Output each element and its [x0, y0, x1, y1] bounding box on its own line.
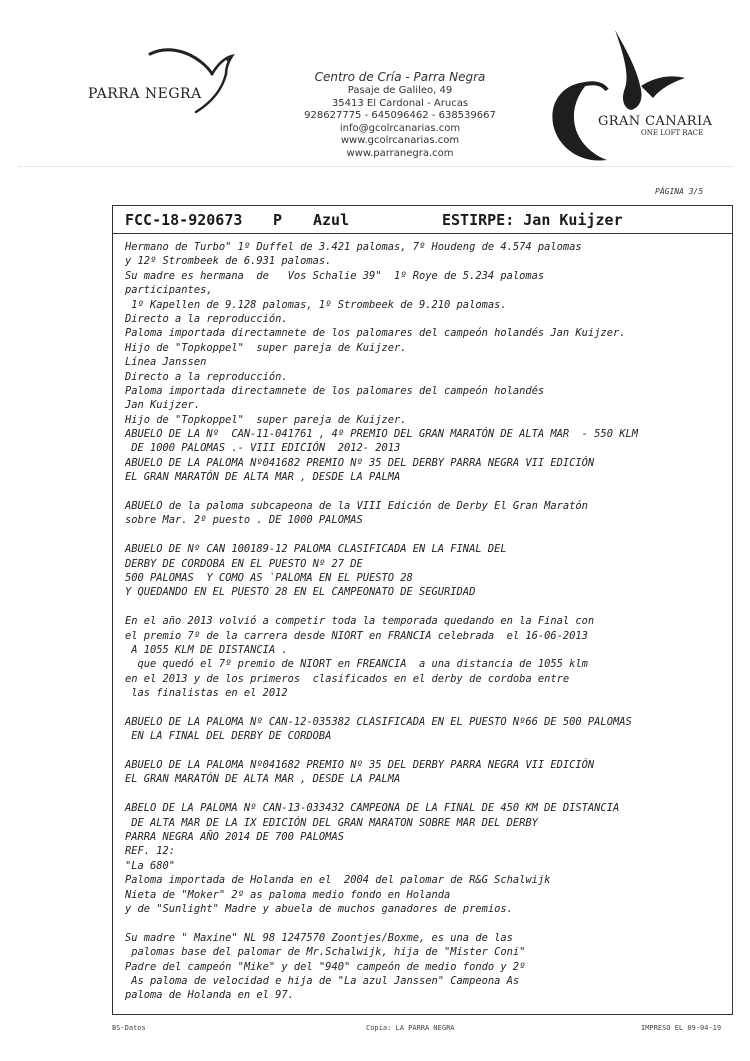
text-line [125, 528, 750, 542]
text-line: el premio 7º de la carrera desde NIORT en FRANCIA celebrada el 16-06-2013 [125, 629, 588, 642]
text-line: 500 PALOMAS Y COMO AS `PALOMA EN EL PUESTO 28 [125, 571, 413, 584]
text-line: Hermano de Turbo" 1º Duffel de 3.421 palomas, 7º Houdeng de 4.574 palomas [125, 241, 582, 253]
text-line: PARRA NEGRA AÑO 2014 DE 700 PALOMAS [125, 831, 344, 844]
text-line: Hijo de "Topkoppel" super pareja de Kuijzer. [125, 341, 407, 354]
website-line-1: www.gcolrcanarias.com [340, 135, 460, 146]
text-line: ABUELO DE LA Nº CAN-11-041761 , 4º PREMIO DEL GRAN MARATÓN DE ALTA MAR - 550 KLM [125, 428, 638, 441]
text-line: ABUELO DE LA PALOMA Nº041682 PREMIO Nº 35 DEL DERBY PARRA NEGRA VII EDICIÓN [125, 759, 595, 772]
text-line: Jan Kuijzer. [125, 399, 201, 412]
one-loft-race-tagline: ONE LOFT RACE [641, 129, 704, 137]
footer-print-date: IMPRESO EL 09-04-19 [641, 1024, 722, 1032]
text-line: y 12º Strombeek de 6.931 palomas. [125, 255, 332, 268]
footer-copy: Copia: LA PARRA NEGRA [366, 1024, 455, 1032]
text-line: EL GRAN MARATÓN DE ALTA MAR , DESDE LA PALMA [125, 471, 401, 484]
header-divider [18, 166, 733, 167]
text-line [125, 600, 750, 614]
text-line: Paloma importada de Holanda en el 2004 del palomar de R&G Schalwijk [125, 874, 551, 887]
text-line [125, 916, 750, 930]
text-line: DERBY DE CORDOBA EN EL PUESTO Nº 27 DE [125, 557, 363, 570]
text-line: Nieta de "Moker" 2º as paloma medio fondo en Holanda [125, 888, 451, 901]
gran-canaria-logo [545, 28, 715, 168]
text-line [125, 787, 750, 801]
text-line: las finalistas en el 2012 [125, 687, 288, 700]
text-line [125, 485, 750, 499]
text-line [125, 701, 750, 715]
color-label: Azul [313, 211, 350, 229]
text-line: Directo a la reproducción. [125, 312, 288, 325]
text-line: ABUELO DE Nº CAN 100189-12 PALOMA CLASIFICADA EN LA FINAL DEL [125, 543, 507, 556]
text-line: REF. 12: [125, 845, 176, 858]
address-line: Pasaje de Galileo, 49 [347, 85, 453, 96]
text-line: Su madre es hermana de Vos Schalie 39" 1º Roye de 5.234 palomas [125, 269, 545, 282]
text-line: A 1055 KLM DE DISTANCIA . [125, 643, 288, 656]
text-line: ABELO DE LA PALOMA Nº CAN-13-033432 CAMPEONA DE LA FINAL DE 450 KM DE DISTANCIA [125, 802, 620, 815]
parra-negra-logo [88, 44, 238, 114]
dove-icon [146, 44, 236, 114]
title-divider [112, 233, 733, 234]
text-line: Línea Janssen [125, 356, 207, 369]
text-line: DE ALTA MAR DE LA IX EDICIÓN DEL GRAN MARATON SOBRE MAR DEL DERBY [125, 816, 538, 829]
center-title: Centro de Cría - Parra Negra [314, 70, 486, 84]
sex-label: P [273, 211, 283, 229]
text-line [125, 744, 750, 758]
phone-line: 928627775 - 645096462 - 638539667 [304, 110, 496, 121]
footer-source: BS-Datos [112, 1024, 146, 1032]
parra-negra-wordmark: PARRA NEGRA [88, 86, 202, 102]
ring-code: FCC-18-920673 [125, 211, 243, 229]
text-line: ABUELO de la paloma subcapeona de la VIII Edición de Derby El Gran Maratón [125, 500, 588, 513]
page-number: PÁGINA 3/5 [655, 187, 704, 196]
text-line: Y QUEDANDO EN EL PUESTO 28 EN EL CAMPEONATO DE SEGURIDAD [125, 586, 476, 599]
email-line: info@gcolrcanarias.com [339, 122, 461, 134]
gran-canaria-wordmark: GRAN CANARIA [598, 114, 713, 129]
text-line: que quedó el 7º premio de NIORT en FREANCIA a una distancia de 1055 klm [125, 658, 588, 671]
text-line: y de "Sunlight" Madre y abuela de muchos ganadores de premios. [125, 902, 513, 915]
text-line: 1º Kapellen de 9.128 palomas, 1º Strombeek de 9.210 palomas. [125, 298, 507, 311]
text-line: As paloma de velocidad e hija de "La azul Janssen" Campeona As [125, 974, 520, 987]
pigeon-emblem-icon [545, 28, 715, 168]
text-line: ABUELO DE LA PALOMA Nº CAN-12-035382 CLASIFICADA EN EL PUESTO Nº66 DE 500 PALOMAS [125, 715, 632, 728]
text-line: sobre Mar. 2º puesto . DE 1000 PALOMAS [125, 514, 363, 527]
text-line: DE 1000 PALOMAS .- VIII EDICIÓN 2012- 2013 [125, 442, 401, 455]
text-line: "La 680" [125, 859, 176, 872]
text-line: Hijo de "Topkoppel" super pareja de Kuijzer. [125, 413, 407, 426]
pedigree-description [125, 240, 750, 1003]
text-line: En el año 2013 volvió a competir toda la temporada quedando en la Final con [125, 615, 595, 628]
text-line: Directo a la reproducción. [125, 370, 288, 383]
text-line: palomas base del palomar de Mr.Schalwijk, hija de "Mister Coni" [125, 946, 526, 959]
text-line: en el 2013 y de los primeros clasificados en el derby de cordoba entre [125, 672, 570, 685]
website-line-2: www.parranegra.com [346, 147, 454, 159]
text-line: participantes, [125, 284, 213, 297]
text-line: Su madre " Maxine" NL 98 1247570 Zoontjes/Boxme, es una de las [125, 931, 513, 944]
letterhead [0, 0, 750, 170]
text-line: Padre del campeón "Mike" y del "940" campeón de medio fondo y 2º [125, 960, 526, 973]
text-line: paloma de Holanda en el 97. [125, 989, 294, 1002]
text-line: ABUELO DE LA PALOMA Nº041682 PREMIO Nº 35 DEL DERBY PARRA NEGRA VII EDICIÓN [125, 456, 595, 469]
text-line: EL GRAN MARATÓN DE ALTA MAR , DESDE LA PALMA [125, 773, 401, 786]
breeding-center-contact [290, 70, 510, 160]
record-title-row [125, 211, 725, 231]
text-line: Paloma importada directamnete de los palomares del campeón holandés [125, 384, 545, 397]
strain-label: ESTIRPE: Jan Kuijzer [442, 211, 623, 229]
postal-line: 35413 El Cardonal - Arucas [331, 97, 469, 109]
text-line: EN LA FINAL DEL DERBY DE CORDOBA [125, 730, 332, 743]
text-line: Paloma importada directamnete de los palomares del campeón holandés Jan Kuijzer. [125, 327, 626, 340]
